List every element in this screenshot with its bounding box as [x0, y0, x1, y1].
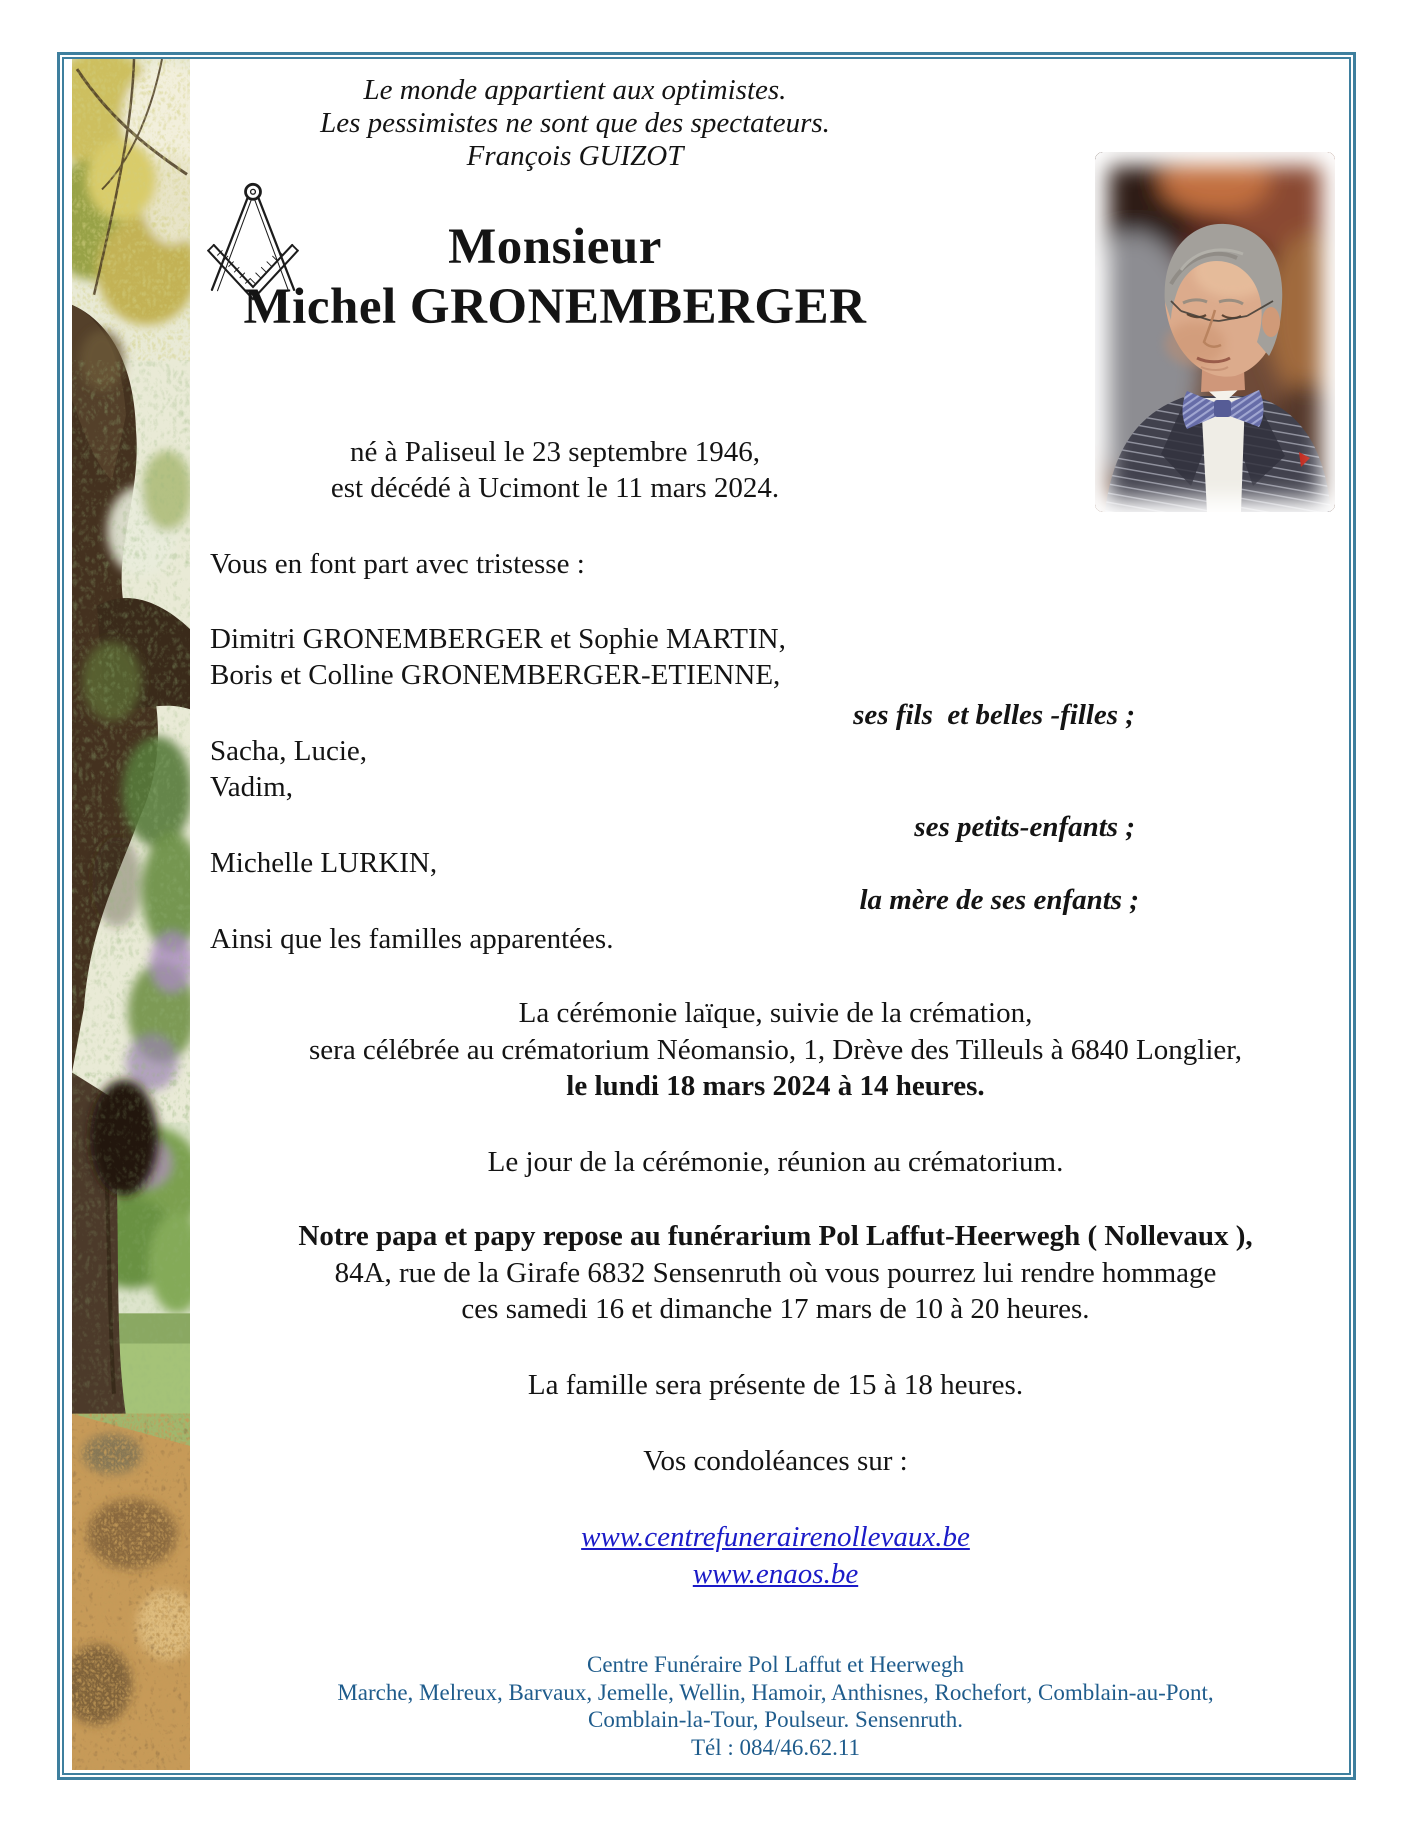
sons-line-2: Boris et Colline GRONEMBERGER-ETIENNE,	[210, 659, 781, 691]
birth-death-block	[195, 434, 915, 506]
condolences-label: Vos condoléances sur :	[643, 1445, 908, 1477]
birth-line: né à Paliseul le 23 septembre 1946,	[350, 436, 760, 468]
footer-phone: Tél : 084/46.62.11	[690, 1734, 861, 1760]
deceased-photo	[1095, 152, 1335, 512]
border-frame	[57, 52, 1356, 1780]
death-line: est décédé à Ucimont le 11 mars 2024.	[330, 472, 780, 504]
funerarium-line-1: Notre papa et papy repose au funérarium Pol Laffut-Heerwegh ( Nollevaux ),	[298, 1220, 1253, 1252]
condolences-links	[195, 1519, 1356, 1593]
deceased-title-block	[195, 217, 915, 337]
condolences-link-enaos[interactable]: www.enaos.be	[692, 1558, 859, 1590]
grandchildren-line-2: Vadim,	[210, 771, 293, 803]
sons-line-1: Dimitri GRONEMBERGER et Sophie MARTIN,	[210, 623, 786, 655]
funerarium-line-3: ces samedi 16 et dimanche 17 mars de 10 à 20 heures.	[461, 1293, 1090, 1325]
grandchildren-line-1: Sacha, Lucie,	[210, 735, 368, 767]
related-families-line: Ainsi que les familles apparentées.	[210, 923, 614, 955]
footer-company: Centre Funéraire Pol Laffut et Heerwegh	[586, 1652, 965, 1677]
ceremony-block	[195, 995, 1356, 1105]
funeral-home-footer	[195, 1651, 1356, 1761]
family-presence-line: La famille sera présente de 15 à 18 heures.	[527, 1369, 1024, 1401]
quote-line-1: Le monde appartient aux optimistes.	[363, 74, 787, 106]
quote-author: François GUIZOT	[466, 140, 684, 172]
grandchildren-role: ses petits-enfants ;	[914, 811, 1135, 843]
ceremony-line-1: La cérémonie laïque, suivie de la crémation,	[518, 997, 1033, 1029]
ceremony-line-2: sera célébrée au crématorium Néomansio, 1, Drève des Tilleuls à 6840 Longlier,	[309, 1033, 1242, 1066]
quote-line-2: Les pessimistes ne sont que des spectateurs.	[320, 107, 830, 139]
sons-role: ses fils et belles -filles ;	[853, 699, 1135, 731]
deceased-name: Michel GRONEMBERGER	[243, 279, 867, 335]
announcement-intro: Vous en font part avec tristesse :	[210, 548, 585, 580]
autumn-park-photo	[72, 59, 190, 1770]
funerarium-block	[195, 1218, 1356, 1328]
autumn-park-photo-strip	[72, 59, 190, 1770]
condolences-link-nollevaux[interactable]: www.centrefunerairenollevaux.be	[581, 1521, 970, 1553]
ceremony-date-line: le lundi 18 mars 2024 à 14 heures.	[566, 1070, 985, 1102]
deceased-title: Monsieur	[448, 219, 662, 275]
ceremony-reunion-line: Le jour de la cérémonie, réunion au crématorium.	[487, 1146, 1064, 1178]
quote-block	[160, 74, 990, 173]
mother-role: la mère de ses enfants ;	[859, 884, 1139, 916]
footer-locations-2: Comblain-la-Tour, Poulseur. Sensenruth.	[587, 1707, 963, 1732]
sons-block	[210, 621, 786, 693]
grandchildren-block	[210, 733, 367, 805]
mother-line: Michelle LURKIN,	[210, 847, 438, 879]
footer-locations-1: Marche, Melreux, Barvaux, Jemelle, Wellin, Hamoir, Anthisnes, Rochefort, Comblain-au-Pont,	[337, 1679, 1214, 1705]
funerarium-line-2: 84A, rue de la Girafe 6832 Sensenruth où vous pourrez lui rendre hommage	[334, 1256, 1217, 1289]
